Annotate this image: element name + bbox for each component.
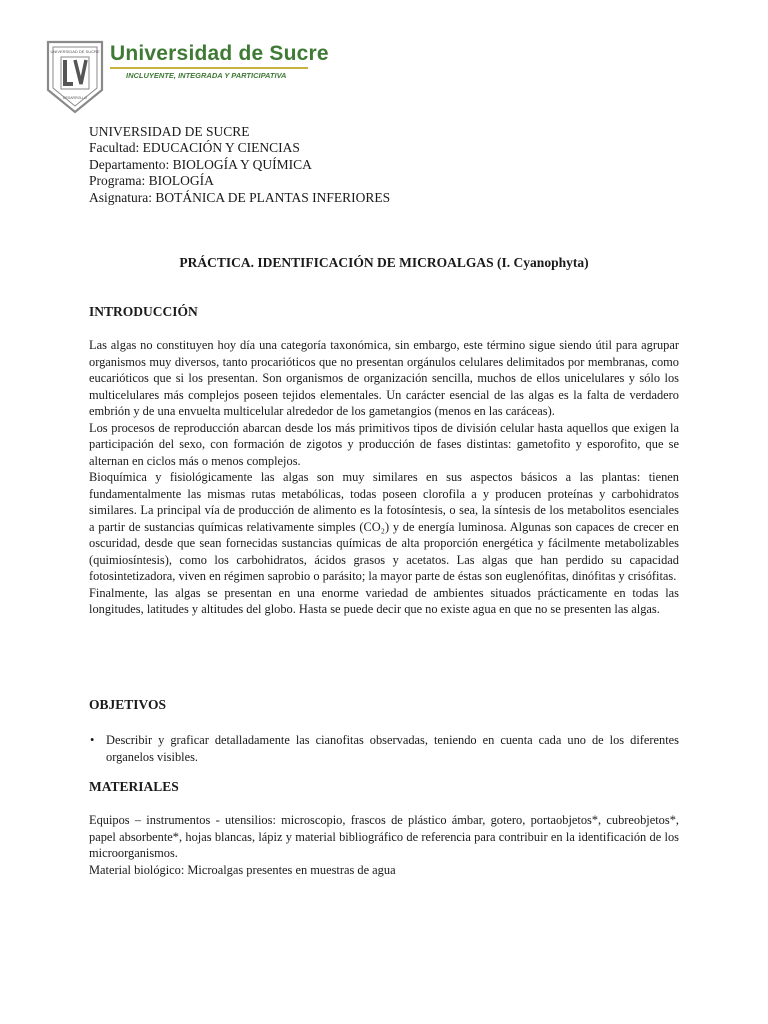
bullet-icon: • — [90, 733, 95, 747]
materiales-body — [89, 812, 679, 878]
logo-divider — [110, 67, 308, 69]
header-line-program: Programa: BIOLOGÍA — [89, 173, 214, 189]
materiales-heading: MATERIALES — [89, 779, 179, 794]
university-seal-icon — [46, 40, 104, 114]
svg-text:UNIVERSIDAD DE SUCRE: UNIVERSIDAD DE SUCRE — [50, 49, 100, 54]
materiales-biologico: Material biológico: Microalgas presentes en muestras de agua — [89, 862, 396, 877]
header-line-subject: Asignatura: BOTÁNICA DE PLANTAS INFERIORES — [89, 189, 391, 205]
logo-tagline: INCLUYENTE, INTEGRADA Y PARTICIPATIVA — [126, 71, 287, 80]
objetivos-list — [89, 732, 679, 765]
materiales-equipos: Equipos – instrumentos - utensilios: microscopio, frascos de plástico ámbar, gotero, portaobjetos*, cubreobjetos*, papel absorbente*, hojas blancas, lápiz y material bibliográfico de referencia para contribuir en la identificación de los microorganismos. — [89, 813, 679, 860]
introduccion-paragraph: Finalmente, las algas se presentan en una enorme variedad de ambientes situados prácticamente en todas las longitudes, latitudes y altitudes del globo. Hasta se puede decir que no existe agua en que no se presenten las algas. — [89, 585, 679, 616]
introduccion-heading: INTRODUCCIÓN — [89, 304, 198, 319]
svg-text:DESARROLLO: DESARROLLO — [63, 96, 87, 100]
header-line-faculty: Facultad: EDUCACIÓN Y CIENCIAS — [89, 140, 300, 156]
list-item — [89, 732, 679, 765]
introduccion-paragraph: Los procesos de reproducción abarcan desde los más primitivos tipos de división celular hasta aquellos que exigen la participación del sexo, con formación de zigotos y producción de fases distintas: gametofito y esporofito, que se alternan en ciclos más o menos complejos. — [89, 420, 679, 468]
introduccion-body — [89, 337, 679, 618]
introduccion-paragraph: Bioquímica y fisiológicamente las algas son muy similares en sus aspectos básicos a las plantas: tienen fundamentalmente las mismas rutas metabólicas, todas poseen clorofila a y producen proteínas y carbohidratos similares. La principal vía de producción de alimento es la fotosíntesis, o sea, la síntesis de los metabolitos esenciales a partir de sustancias químicas relativamente simples (CO₂) y de energía luminosa. Algunas son capaces de crecer en oscuridad, desde que sean fornecidas sustancias químicas de alta proporción energética y fácilmente metabolizables (quimiosíntesis), como los carbohidratos, ácidos grasos y acetatos. Las algas que han perdido su capacidad fotosintetizadora, viven en régimen saprobio o parásito; la mayor parte de éstas son euglenófitas, dinófitas y crisófitas. — [89, 470, 679, 583]
document-title: PRÁCTICA. IDENTIFICACIÓN DE MICROALGAS (I. Cyanophyta) — [179, 255, 589, 270]
logo-university-name: Universidad de Sucre — [110, 42, 329, 65]
introduccion-paragraph: Las algas no constituyen hoy día una categoría taxonómica, sin embargo, este término sigue siendo útil para agrupar organismos muy diversos, tanto procarióticos que no presentan orgánulos celulares delimitados por membranas, como eucarióticos que si los presentan. Son organismos de organización sencilla, muchos de ellos unicelulares y sólo los multicelulares más complejos poseen tejidos elementales. Un carácter esencial de las algas es la falta de verdadero embrión y de una envuelta multicelular alrededor de los gametangios (menos en las caráceas). — [89, 338, 679, 418]
university-logo — [46, 40, 329, 116]
objetivo-text: Describir y graficar detalladamente las cianofitas observadas, teniendo en cuenta cada uno de los diferentes organelos visibles. — [106, 733, 679, 764]
document-header — [89, 124, 390, 206]
header-line-department: Departamento: BIOLOGÍA Y QUÍMICA — [89, 156, 312, 172]
objetivos-heading: OBJETIVOS — [89, 697, 167, 712]
header-line-university: UNIVERSIDAD DE SUCRE — [89, 124, 250, 139]
